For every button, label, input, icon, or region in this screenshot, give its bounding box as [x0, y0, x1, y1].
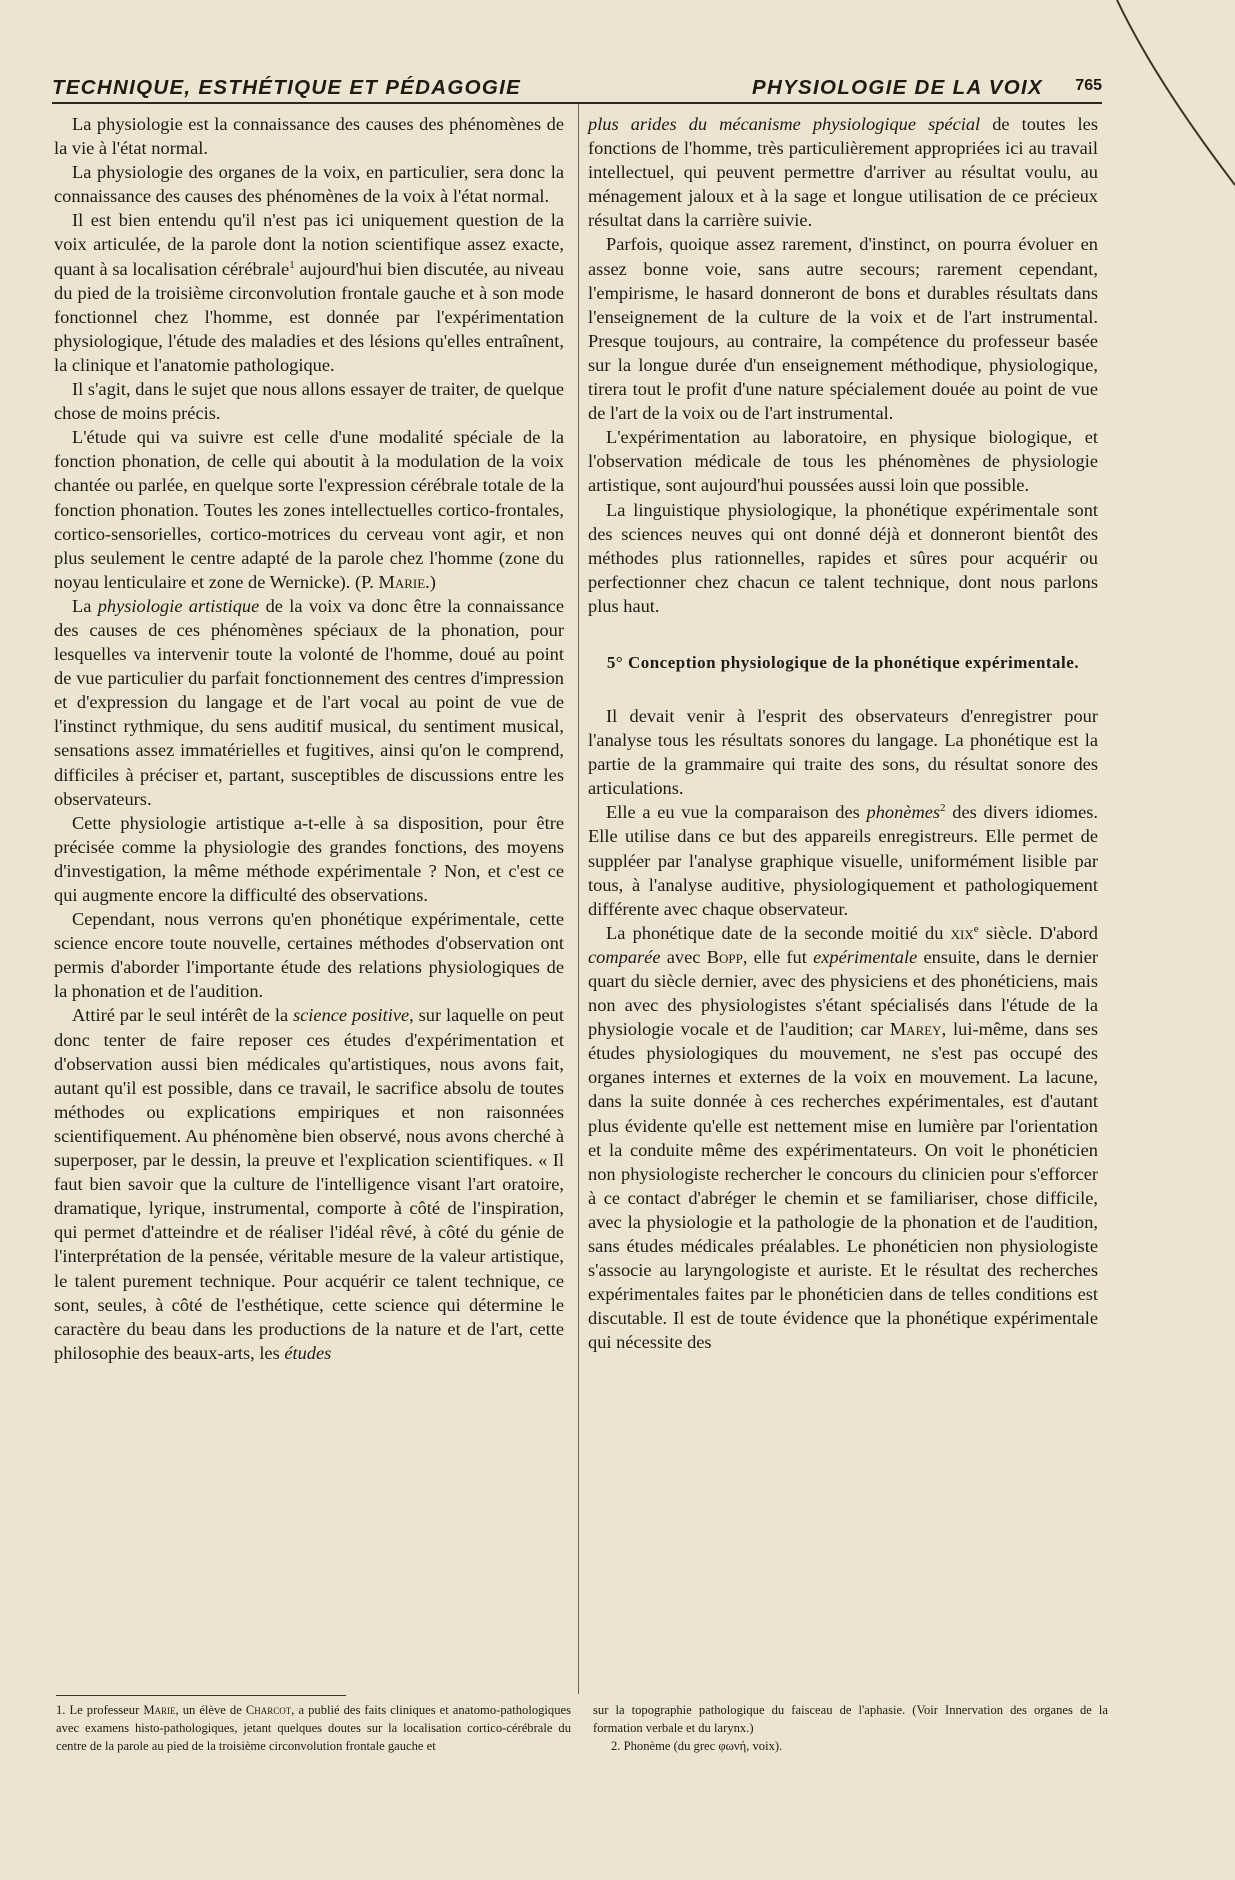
- paragraph: Il est bien entendu qu'il n'est pas ici uniquement question de la voix articulée, de la parole dont la notion scientifique assez exacte, quant à sa localisation cérébrale$^1$ aujourd'hui bien discutée, au niveau du pied de la troisième circonvolution frontale gauche et à son mode fonctionnel chez l'homme, est donnée par l'expérimentation physiologique, l'étude des maladies et des lésions qu'elles entraînent, la clinique et l'anatomie pathologique.: [54, 210, 564, 375]
- emphasis: physiologie artistique: [97, 595, 260, 616]
- footnotes-left: [56, 1701, 571, 1755]
- emphasis: comparée: [588, 946, 661, 967]
- column-divider: [578, 104, 579, 1694]
- emphasis: expérimentale: [813, 946, 918, 967]
- emphasis: études: [284, 1342, 332, 1363]
- author-name: Bopp: [706, 946, 743, 967]
- paragraph: Attiré par le seul intérêt de la science positive, sur laquelle on peut donc tenter de faire reposer ces études d'expérimentation et d'observation aussi bien médicales qu'artistiques, nous avons fait, autant qu'il est possible, dans ce travail, le sacrifice absolu de toutes méthodes ou explications empiriques et non raisonnées scientifiquement. Au phénomène bien observé, nous avons cherché à superposer, par le dessin, la preuve et l'explication scientifiques. « Il faut bien savoir que la culture de l'intelligence visant l'art oratoire, dramatique, lyrique, instrumental, comporte à côté de l'inspiration, qui permet d'atteindre et de réaliser l'idéal rêvé, à côté du génie de l'interprétation de la pensée, véritable mesure de la valeur artistique, le talent purement technique. Pour acquérir ce talent technique, ce sont, seules, à côté de l'esthétique, cette science qui détermine le caractère du beau dans les productions de la nature et de l'art, cette philosophie des beaux-arts, les études: [54, 1005, 564, 1363]
- running-header: [52, 72, 1102, 102]
- footnote-rule: [56, 1695, 346, 1696]
- footnote: 1. Le professeur Marie, un élève de Charcot, a publié des faits cliniques et anatomo-pathologiques avec examens histo-pathologiques, jetant quelques doutes sur la localisation cortico-cérébrale du centre de la parole au pied de la troisième circonvolution frontale gauche et: [56, 1703, 572, 1753]
- paragraph: L'expérimentation au laboratoire, en physique biologique, et l'observation médicale de tous les phénomènes de physiologie artistique, sont aujourd'hui poussées aussi loin que possible.: [588, 427, 1098, 496]
- paragraph: Cependant, nous verrons qu'en phonétique expérimentale, cette science encore toute nouvelle, certaines méthodes d'observation ont permis d'aborder l'importante étude des relations physiologiques de la phonation et de l'audition.: [54, 909, 564, 1002]
- paragraph: Parfois, quoique assez rarement, d'instinct, on pourra évoluer en assez bonne voie, sans autre secours; rarement cependant, l'empirisme, le hasard donneront de bons et durables résultats dans l'enseignement de la culture de la voix et de l'art instrumental. Presque toujours, au contraire, la compétence du professeur basée sur la longue durée d'un enseignement méthodique, physiologique, tirera tout le profit d'une nature spécialement douée au point de vue de l'art de la voix ou de l'art instrumental.: [588, 234, 1098, 424]
- header-rule: [52, 102, 1102, 104]
- footnotes-right: [593, 1701, 1108, 1755]
- emphasis: science positive: [292, 1005, 410, 1026]
- author-name: Marie: [378, 571, 426, 592]
- page-number: 765: [1075, 77, 1102, 94]
- paragraph: L'étude qui va suivre est celle d'une modalité spéciale de la fonction phonation, de celle qui aboutit à la modulation de la voix chantée ou parlée, en quelque sorte l'expression cérébrale totale de la fonction phonation. Toutes les zones intellectuelles cortico-frontales, cortico-sensorielles, cortico-motrices du cerveau vont agir, et non plus seulement le centre adapté de la parole chez l'homme (zone du noyau lenticulaire et zone de Wernicke). (P. Marie.): [54, 427, 564, 592]
- right-column: [588, 112, 1098, 1355]
- paragraph: Cette physiologie artistique a-t-elle à sa disposition, pour être précisée comme la physiologie des grandes fonctions, des moyens d'investigation, la même méthode expérimentale ? Non, et c'est ce qui augmente encore la difficulté des observations.: [54, 812, 564, 905]
- author-name: Marey: [889, 1019, 942, 1040]
- footnote-ref: 2: [940, 802, 946, 815]
- left-column: [54, 112, 564, 1365]
- paragraph: La physiologie des organes de la voix, en particulier, sera donc la connaissance des causes des phénomènes de la voix à l'état normal.: [54, 162, 564, 207]
- section-heading: 5° Conception physiologique de la phonétique expérimentale.: [606, 652, 1080, 672]
- emphasis: plus arides du mécanisme physiologique spécial: [588, 114, 981, 134]
- footnote-ref: 1: [289, 258, 295, 271]
- header-right-title: PHYSIOLOGIE DE LA VOIX: [752, 76, 1043, 99]
- paragraph: Il devait venir à l'esprit des observateurs d'enregistrer pour l'analyse tous les résultats sonores du langage. La phonétique est la partie de la grammaire qui traite des sons, du résultat sonore des articulations.: [588, 705, 1098, 799]
- paragraph: La linguistique physiologique, la phonétique expérimentale sont des sciences neuves qui ont donné déjà et donneront bientôt des méthodes plus rationnelles, rapides et sûres pour acquérir ou perfectionner chez chacun ce talent technique, dont nous parlons plus haut.: [588, 499, 1098, 616]
- emphasis: phonèmes: [866, 802, 941, 823]
- paragraph: La phonétique date de la seconde moitié du xix$^e$ siècle. D'abord comparée avec Bopp, elle fut expérimentale ensuite, dans le dernier quart du siècle dernier, avec des physiciens et des phonéticiens, mais non avec des physiologistes s'étant spécialisés dans l'étude de la physiologie vocale et de l'audition; car Marey, lui-même, dans ses études physiologiques du mouvement, ne s'est pas occupé des organes internes et externes de la voix en mouvement. La lacune, dans la suite donnée à ces recherches expérimentales, est d'autant plus évidente qu'elle est nettement mise en lumière par l'orientation et la conduite même des expérimentateurs. On voit le phonéticien non physiologiste rechercher le concours du clinicien pour s'efforcer à ce contact d'abréger le chemin et se familiariser, chose difficile, avec la physiologie et la pathologie de la phonation et de l'audition, sans études médicales préalables. Le phonéticien non physiologiste s'associe au laryngologiste et auriste. Et le résultat des recherches expérimentales faites par le phonéticien dans de telles conditions est discutable. Il est de toute évidence que la phonétique expérimentale qui nécessite des: [588, 922, 1098, 1353]
- page-curl-line: [1115, 0, 1235, 200]
- paragraph: La physiologie artistique de la voix va donc être la connaissance des causes de ces phénomènes spéciaux de la phonation, pour lesquelles va intervenir toute la volonté de l'homme, doué au point de vue particulier du parfait fonctionnement des centres d'impression et d'expression du langage et de l'art vocal au point de vue de l'instinct rythmique, du sens auditif musical, du sentiment musical, sensations assez immatérielles et fugitives, ainsi qu'on le comprend, difficiles à préciser et, partant, susceptibles de discussions entre les observateurs.: [54, 595, 564, 809]
- header-left-title: TECHNIQUE, ESTHÉTIQUE ET PÉDAGOGIE: [52, 76, 522, 99]
- paragraph: plus arides du mécanisme physiologique spécial de toutes les fonctions de l'homme, très particulièrement appropriées ici au travail intellectuel, qui peuvent permettre d'arriver au résultat voulu, au ménagement jaloux et à la sage et longue utilisation de ce précieux résultat dans la carrière suivie.: [588, 114, 1098, 231]
- paragraph: La physiologie est la connaissance des causes des phénomènes de la vie à l'état normal.: [54, 114, 564, 159]
- footnote: 2. Phonème (du grec φωνή, voix).: [611, 1739, 783, 1753]
- paragraph: Il s'agit, dans le sujet que nous allons essayer de traiter, de quelque chose de moins précis.: [54, 379, 564, 424]
- paragraph: Elle a eu vue la comparaison des phonèmes$^2$ des divers idiomes. Elle utilise dans ce but des appareils enregistreurs. Elle permet de suppléer par l'analyse graphique visuelle, uniformément lisible par tous, à l'analyse auditive, physiologiquement et pathologiquement différente avec chaque observateur.: [588, 802, 1099, 919]
- footnote-continuation: sur la topographie pathologique du faisceau de l'aphasie. (Voir Innervation des organes de la formation verbale et du larynx.): [593, 1703, 1108, 1735]
